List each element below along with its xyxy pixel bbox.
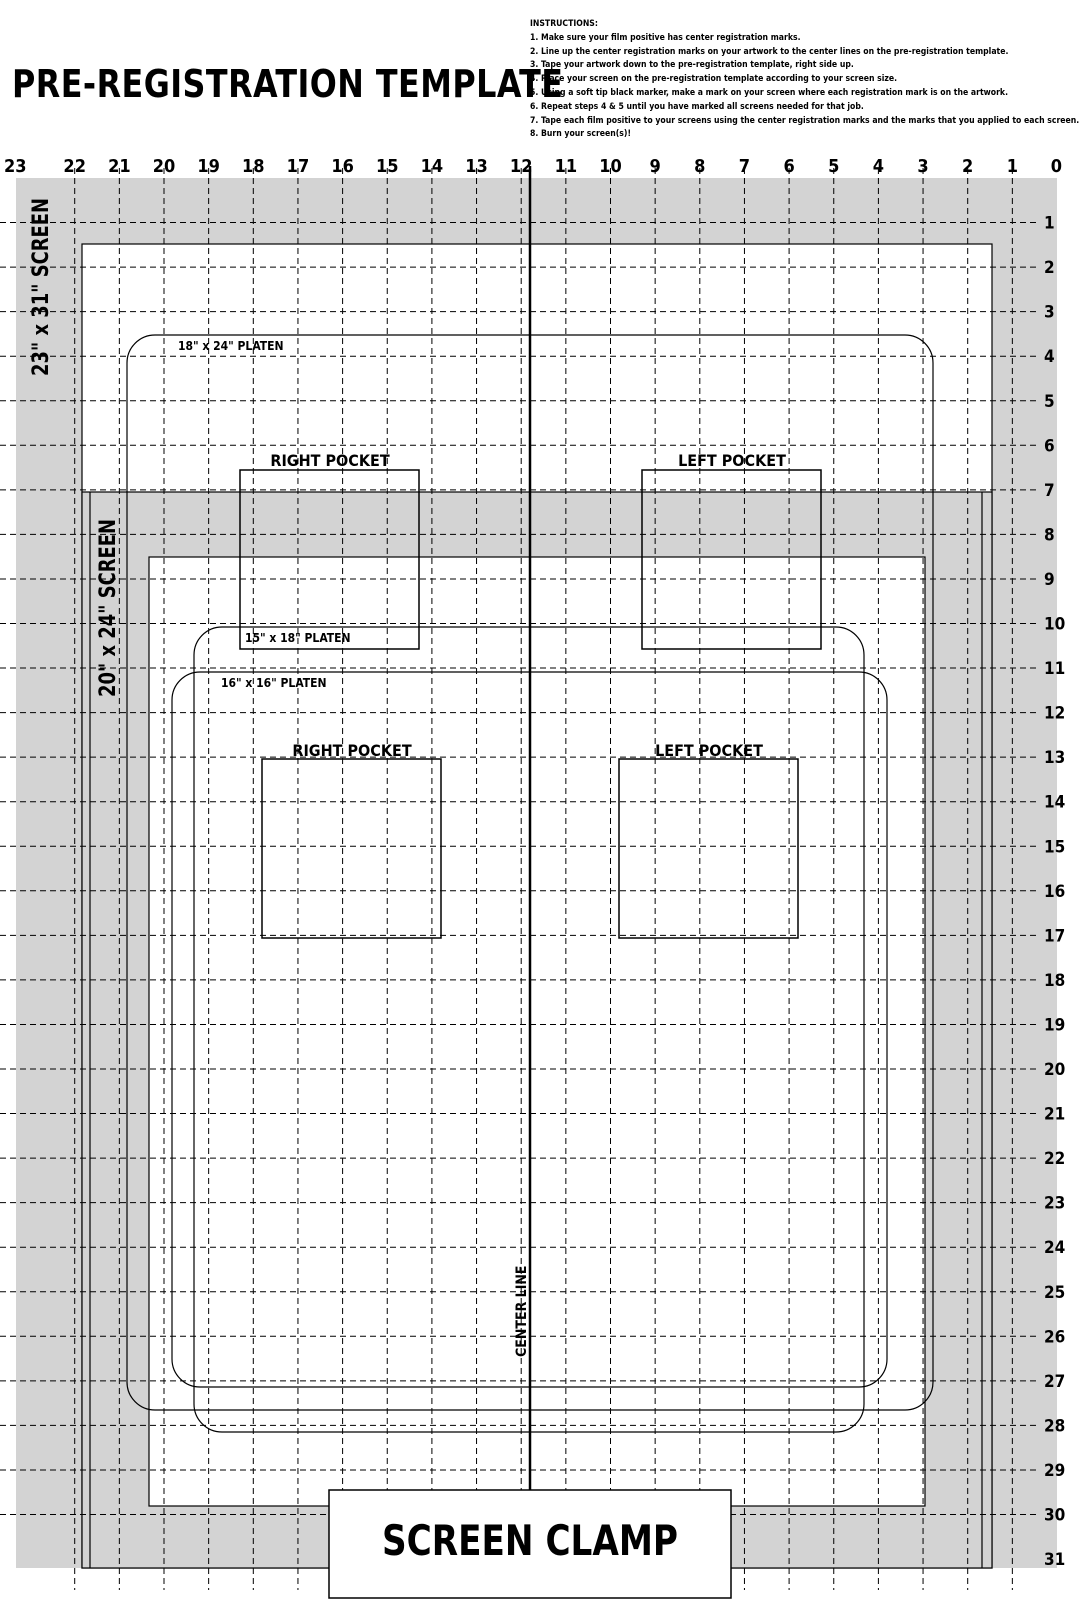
top-axis-label: 6 — [783, 156, 795, 177]
platen-16x16-label: 16" x 16" PLATEN — [221, 676, 327, 690]
right-axis-label: 26 — [1044, 1327, 1066, 1348]
lower-left-pocket-label: LEFT POCKET — [655, 741, 763, 760]
top-axis-label: 2 — [962, 156, 974, 177]
right-axis-label: 9 — [1044, 569, 1055, 590]
top-axis-label: 14 — [420, 156, 444, 177]
top-axis-label: 9 — [649, 156, 661, 177]
instruction-step: 3. Tape your artwork down to the pre-registration template, right side up. — [530, 60, 854, 71]
top-axis-label: 17 — [286, 156, 310, 177]
right-axis-label: 27 — [1044, 1371, 1066, 1392]
right-axis-label: 2 — [1044, 258, 1055, 279]
top-axis-label: 22 — [63, 156, 86, 177]
right-axis-label: 24 — [1044, 1238, 1066, 1259]
right-axis-label: 16 — [1044, 881, 1066, 902]
right-axis-label: 3 — [1044, 302, 1055, 323]
right-axis-label: 25 — [1044, 1282, 1066, 1303]
top-axis-label: 20 — [152, 156, 176, 177]
top-axis-label: 1 — [1006, 156, 1018, 177]
screen-20x24-label: 20" x 24" SCREEN — [96, 500, 121, 697]
top-axis-label: 11 — [554, 156, 578, 177]
right-axis-label: 19 — [1044, 1015, 1066, 1036]
right-axis-label: 1 — [1044, 213, 1055, 234]
right-axis-label: 29 — [1044, 1460, 1066, 1481]
right-axis-label: 15 — [1044, 837, 1066, 858]
instruction-step: 7. Tape each film positive to your screens using the center registration marks and the marks that you applied to each screen. — [530, 115, 1080, 126]
right-axis-label: 11 — [1044, 659, 1066, 680]
instruction-step: 1. Make sure your film positive has center registration marks. — [530, 32, 801, 43]
right-axis-label: 8 — [1044, 525, 1055, 546]
right-axis-label: 17 — [1044, 926, 1066, 947]
right-axis-label: 31 — [1044, 1550, 1066, 1571]
top-axis-label: 3 — [917, 156, 929, 177]
lower-right-pocket-label: RIGHT POCKET — [292, 741, 412, 760]
right-axis-label: 18 — [1044, 970, 1066, 991]
right-axis-label: 7 — [1044, 480, 1055, 501]
page-title: PRE-REGISTRATION TEMPLATE — [12, 62, 564, 106]
right-axis-label: 14 — [1044, 792, 1066, 813]
right-axis-label: 30 — [1044, 1505, 1066, 1526]
screen-20x24-inner — [149, 557, 925, 1506]
instruction-step: 8. Burn your screen(s)! — [530, 129, 631, 140]
platen-18x24-label: 18" x 24" PLATEN — [178, 339, 284, 353]
top-axis-label: 7 — [738, 156, 751, 177]
right-axis-label: 13 — [1044, 748, 1066, 769]
top-axis-label: 16 — [331, 156, 354, 177]
top-axis-label: 19 — [197, 156, 220, 177]
top-axis-label: 12 — [509, 156, 533, 177]
top-axis-label: 13 — [465, 156, 488, 177]
platen-15x18-label: 15" x 18" PLATEN — [245, 631, 351, 645]
screen-clamp-label: SCREEN CLAMP — [382, 1516, 678, 1565]
top-axis-label: 15 — [375, 156, 399, 177]
top-axis-label: 10 — [599, 156, 622, 177]
instruction-step: 5. Using a soft tip black marker, make a mark on your screen where each registration mark is on the artwork. — [530, 87, 1009, 98]
right-axis-label: 28 — [1044, 1416, 1066, 1437]
top-axis-label: 18 — [242, 156, 265, 177]
upper-right-pocket-label: RIGHT POCKET — [270, 451, 390, 470]
right-axis-label: 12 — [1044, 703, 1066, 724]
right-axis-label: 5 — [1044, 391, 1055, 412]
right-axis-label: 6 — [1044, 436, 1055, 457]
instruction-step: 2. Line up the center registration marks on your artwork to the center lines on the pre-registration template. — [530, 46, 1009, 57]
top-axis-label: 5 — [828, 156, 840, 177]
top-axis-label: 4 — [872, 156, 885, 177]
top-axis-label: 21 — [108, 156, 131, 177]
right-axis-label: 4 — [1044, 347, 1055, 368]
top-axis-label: 23 — [4, 156, 27, 177]
right-axis-label: 22 — [1044, 1149, 1066, 1170]
screen-23x31-label: 23" x 31" SCREEN — [29, 179, 54, 376]
center-line-label: CENTER LINE — [514, 1265, 530, 1357]
instruction-step: 6. Repeat steps 4 & 5 until you have marked all screens needed for that job. — [530, 101, 864, 112]
right-axis-label: 20 — [1044, 1060, 1066, 1080]
right-axis-label: 21 — [1044, 1104, 1066, 1125]
right-axis-label: 10 — [1044, 614, 1066, 635]
instruction-step: 4. Place your screen on the pre-registration template according to your screen size. — [530, 74, 898, 85]
top-axis-label: 0 — [1050, 156, 1062, 177]
upper-left-pocket-label: LEFT POCKET — [678, 451, 786, 470]
top-axis-labels — [4, 156, 1062, 177]
instructions-heading: INSTRUCTIONS: — [530, 19, 598, 29]
right-axis-label: 23 — [1044, 1193, 1066, 1214]
top-axis-label: 8 — [694, 156, 706, 177]
